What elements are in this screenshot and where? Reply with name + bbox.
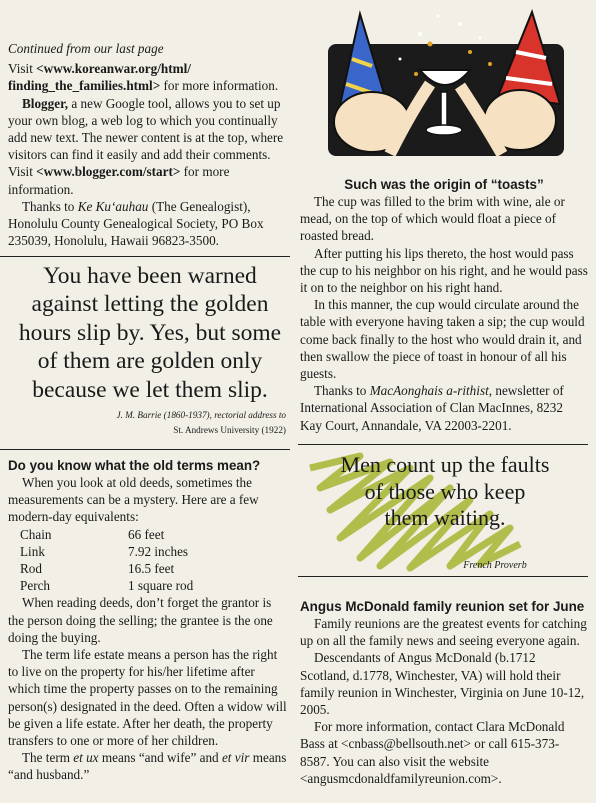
toast-thanks-paragraph: Thanks to MacAonghais a-rithist, newsletter of International Association of Clan MacInnes, 8232 Kay Court, Annandale, VA 22003-2201. bbox=[300, 383, 564, 433]
toast-illustration bbox=[320, 4, 570, 164]
deeds-et-ux-paragraph: The term et ux means “and wife” and et vir means “and husband.” bbox=[8, 750, 287, 783]
right-divider-2 bbox=[298, 576, 588, 577]
left-divider-1 bbox=[0, 256, 290, 257]
table-row: Link 7.92 inches bbox=[20, 543, 189, 559]
deeds-life-estate-paragraph: The term life estate means a person has the right to live on the property for his/her lifetime after which time the property passes on to the remaining person(s) designated in the deed. Often a widow will be given a life estate. After her death, the property transfers to one or more of her children. bbox=[8, 647, 287, 749]
toast-title: Such was the origin of “toasts” bbox=[344, 177, 544, 192]
deeds-title: Do you know what the old terms mean? bbox=[8, 458, 261, 473]
measures-table bbox=[20, 526, 193, 595]
reunion-paragraph-3: For more information, contact Clara McDonald Bass at <cnbass@bellsouth.net> or call 615-373-8587. You can also visit the website <angusmcdonaldfamilyreunion.com>. bbox=[300, 719, 565, 786]
toast-cartoon-image bbox=[320, 4, 570, 164]
deeds-intro: When you look at old deeds, sometimes the measurements can be a mystery. Here are a few modern-day equivalents: bbox=[8, 475, 259, 525]
toast-paragraph-2: After putting his lips thereto, the host would pass the cup to his neighbor on his right, and he would pass it on to the neighbor on his right hand. bbox=[300, 245, 588, 296]
reunion-title: Angus McDonald family reunion set for June bbox=[300, 599, 585, 614]
toast-article bbox=[300, 176, 588, 434]
table-row: Perch 1 square rod bbox=[20, 578, 194, 594]
toast-paragraph-1: The cup was filled to the brim with wine, ale or mead, on the top of which would float a piece of roasted bread. bbox=[300, 194, 565, 244]
reunion-paragraph-2: Descendants of Angus McDonald (b.1712 Scotland, d.1778, Winchester, VA) will hold their family reunion in Winchester, Virginia on June 10-12, 2005. bbox=[300, 650, 585, 718]
right-divider-1 bbox=[298, 444, 588, 445]
thanks-paragraph: Thanks to Ke Ku‘auhau (The Genealogist), Honolulu County Genealogical Society, PO Box 235039, Honolulu, Hawaii 96823-3500. bbox=[8, 198, 264, 249]
deeds-article bbox=[8, 457, 288, 784]
barrie-quote: You have been warned against letting the golden hours slip by. Yes, but some of them are golden only because we let them slip. bbox=[18, 263, 282, 403]
koreanwar-paragraph: Visit <www.koreanwar.org/html/ finding_the_families.html> for more information. bbox=[8, 61, 279, 94]
reunion-article bbox=[300, 598, 588, 787]
barrie-quote-block bbox=[14, 262, 286, 438]
blogger-link[interactable]: <www.blogger.com/start> bbox=[36, 164, 181, 180]
blogger-paragraph: Blogger, a new Google tool, allows you to set up your own blog, a web log to which you continually add new text. The newer content is at the top, where visitors can find it easily and add their comments. Visit <www.blogger.com/start> for more information. bbox=[8, 95, 284, 197]
continued-note: Continued from our last page bbox=[8, 41, 164, 56]
deeds-grantor-paragraph: When reading deeds, don’t forget the grantor is the person doing the selling; the grantee is the one doing the buying. bbox=[8, 595, 273, 645]
proverb-text: Men count up the faults of those who keep them waiting. bbox=[340, 452, 550, 531]
left-column bbox=[8, 40, 288, 249]
koreanwar-link[interactable]: <www.koreanwar.org/html/ finding_the_families.html> bbox=[8, 61, 191, 94]
barrie-attribution-line2: St. Andrews University (1922) bbox=[173, 425, 286, 436]
toast-paragraph-3: In this manner, the cup would circulate around the table with everyone having taken a sip; the cup would come back finally to the host who would drain it, and then swallow the piece of toast in honour of all his guests. bbox=[300, 297, 585, 382]
table-row: Chain 66 feet bbox=[20, 526, 165, 542]
proverb-attribution: French Proverb bbox=[463, 560, 527, 571]
left-divider-2 bbox=[0, 449, 290, 450]
table-row: Rod 16.5 feet bbox=[20, 561, 175, 577]
proverb-block bbox=[300, 448, 590, 574]
reunion-paragraph-1: Family reunions are the greatest events for catching up on all the family news and seeing everyone again. bbox=[300, 616, 587, 649]
barrie-attribution-line1: J. M. Barrie (1860-1937), rectorial address to bbox=[116, 410, 286, 421]
